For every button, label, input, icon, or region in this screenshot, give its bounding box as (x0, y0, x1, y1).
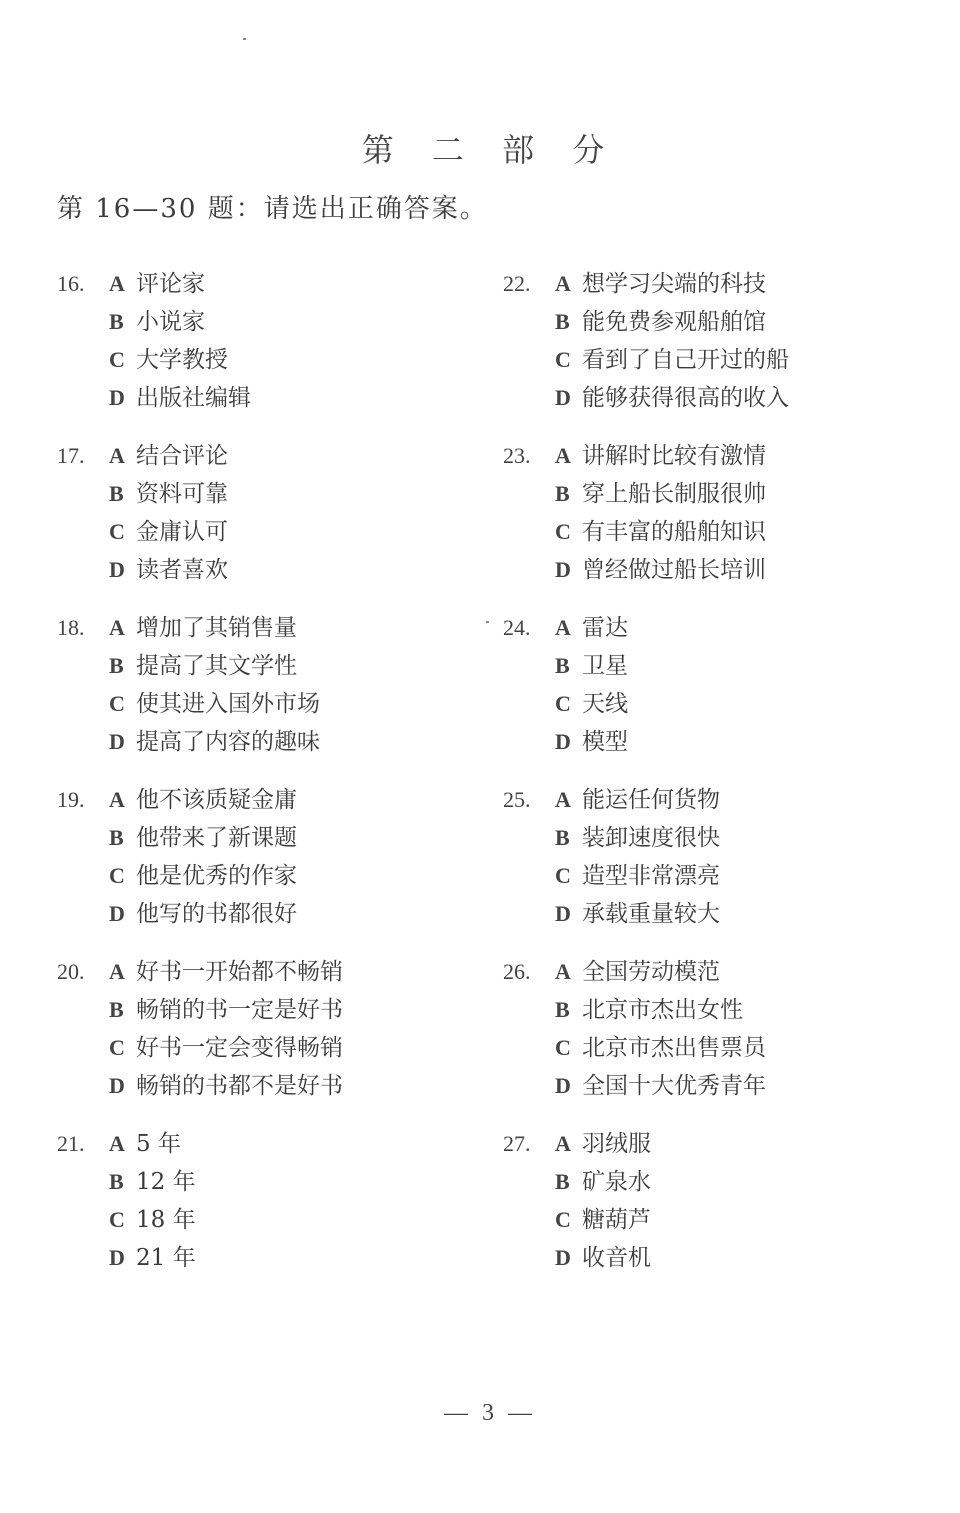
option-b (555, 819, 720, 857)
option-text: 提高了其文学性 (136, 653, 297, 679)
option-text: 全国劳动模范 (582, 959, 720, 985)
option-letter: A (555, 787, 571, 812)
option-letter: D (109, 385, 125, 410)
option-letter: C (555, 519, 571, 544)
option-letter: D (555, 385, 571, 410)
option-text: 北京市杰出售票员 (582, 1035, 766, 1061)
option-a (555, 953, 766, 991)
option-letter: A (109, 959, 125, 984)
option-text: 天线 (582, 691, 628, 717)
option-a (109, 781, 297, 819)
option-text: 承载重量较大 (582, 901, 720, 927)
option-letter: B (109, 1169, 124, 1194)
option-a (555, 265, 789, 303)
option-c (109, 685, 320, 723)
option-d (555, 895, 720, 933)
option-c (109, 341, 251, 379)
option-letter: C (109, 1035, 125, 1060)
option-list (555, 437, 766, 589)
question-number: 26. (503, 959, 531, 984)
option-b (555, 991, 766, 1029)
option-letter: C (555, 863, 571, 888)
option-letter: A (109, 1131, 125, 1156)
option-letter: A (555, 615, 571, 640)
option-a (109, 265, 251, 303)
option-letter: D (555, 557, 571, 582)
option-letter: C (109, 1207, 125, 1232)
option-letter: C (555, 1207, 571, 1232)
option-text: 看到了自己开过的船 (582, 347, 789, 373)
option-text: 矿泉水 (582, 1169, 651, 1195)
option-d (555, 1067, 766, 1105)
option-b (555, 303, 789, 341)
option-d (555, 1239, 651, 1277)
option-text: 模型 (582, 729, 628, 755)
option-letter: B (109, 825, 124, 850)
option-letter: A (555, 443, 571, 468)
option-text: 21 年 (136, 1245, 196, 1271)
option-a (555, 1125, 651, 1163)
option-text: 雷达 (582, 615, 628, 641)
option-text: 羽绒服 (582, 1131, 651, 1157)
option-list (109, 609, 320, 761)
option-text: 装卸速度很快 (582, 825, 720, 851)
option-text: 18 年 (136, 1207, 196, 1233)
option-letter: C (555, 691, 571, 716)
option-c (555, 685, 628, 723)
option-c (109, 1029, 343, 1067)
option-text: 讲解时比较有激情 (582, 443, 766, 469)
scan-speck (243, 38, 246, 40)
option-b (109, 991, 343, 1029)
option-list (109, 781, 297, 933)
option-letter: B (555, 1169, 570, 1194)
option-text: 畅销的书一定是好书 (136, 997, 343, 1023)
option-text: 金庸认可 (136, 519, 228, 545)
option-letter: D (555, 1073, 571, 1098)
question-number: 27. (503, 1131, 531, 1156)
option-d (109, 379, 251, 417)
option-d (109, 723, 320, 761)
option-list (109, 1125, 196, 1277)
option-text: 5 年 (136, 1131, 181, 1157)
option-text: 糖葫芦 (582, 1207, 651, 1233)
option-list (555, 781, 720, 933)
section-title: 第 二 部 分 (361, 131, 619, 169)
option-text: 好书一定会变得畅销 (136, 1035, 343, 1061)
option-letter: B (109, 997, 124, 1022)
option-text: 提高了内容的趣味 (136, 729, 320, 755)
option-text: 结合评论 (136, 443, 228, 469)
option-a (555, 781, 720, 819)
option-text: 能免费参观船舶馆 (582, 309, 766, 335)
option-letter: A (555, 271, 571, 296)
option-text: 造型非常漂亮 (582, 863, 720, 889)
option-c (555, 1029, 766, 1067)
option-letter: B (555, 309, 570, 334)
option-text: 卫星 (582, 653, 628, 679)
option-list (555, 265, 789, 417)
option-c (555, 1201, 651, 1239)
option-letter: B (555, 825, 570, 850)
option-text: 小说家 (136, 309, 205, 335)
option-letter: B (555, 481, 570, 506)
option-letter: C (555, 347, 571, 372)
option-d (555, 379, 789, 417)
option-a (555, 609, 628, 647)
option-text: 全国十大优秀青年 (582, 1073, 766, 1099)
option-letter: B (109, 653, 124, 678)
option-c (555, 513, 766, 551)
option-d (109, 1239, 196, 1277)
question-number: 24. (503, 615, 531, 640)
option-text: 12 年 (136, 1169, 196, 1195)
option-letter: A (555, 1131, 571, 1156)
option-b (109, 303, 251, 341)
option-letter: C (555, 1035, 571, 1060)
option-c (109, 1201, 196, 1239)
option-text: 他不该质疑金庸 (136, 787, 297, 813)
option-text: 增加了其销售量 (136, 615, 297, 641)
option-letter: D (555, 901, 571, 926)
option-a (109, 609, 320, 647)
question-number: 21. (57, 1131, 85, 1156)
option-text: 他是优秀的作家 (136, 863, 297, 889)
option-c (109, 857, 297, 895)
option-list (555, 953, 766, 1105)
option-letter: C (109, 519, 125, 544)
option-b (555, 647, 628, 685)
option-list (109, 437, 228, 589)
option-text: 收音机 (582, 1245, 651, 1271)
option-text: 他带来了新课题 (136, 825, 297, 851)
question-number: 20. (57, 959, 85, 984)
option-letter: C (109, 347, 125, 372)
option-letter: B (555, 997, 570, 1022)
option-list (109, 953, 343, 1105)
option-letter: A (555, 959, 571, 984)
instructions: 第 16—30 题：请选出正确答案。 (57, 194, 488, 224)
option-list (555, 1125, 651, 1277)
option-letter: D (109, 729, 125, 754)
question-number: 22. (503, 271, 531, 296)
question-number: 19. (57, 787, 85, 812)
option-text: 使其进入国外市场 (136, 691, 320, 717)
option-a (555, 437, 766, 475)
option-letter: B (555, 653, 570, 678)
option-letter: D (109, 901, 125, 926)
option-list (109, 265, 251, 417)
option-text: 能运任何货物 (582, 787, 720, 813)
option-text: 有丰富的船舶知识 (582, 519, 766, 545)
option-text: 北京市杰出女性 (582, 997, 743, 1023)
option-letter: D (555, 1245, 571, 1270)
option-text: 能够获得很高的收入 (582, 385, 789, 411)
option-letter: C (109, 863, 125, 888)
option-d (109, 551, 228, 589)
option-text: 穿上船长制服很帅 (582, 481, 766, 507)
option-text: 想学习尖端的科技 (582, 271, 766, 297)
option-letter: A (109, 443, 125, 468)
option-a (109, 1125, 196, 1163)
option-text: 大学教授 (136, 347, 228, 373)
option-text: 评论家 (136, 271, 205, 297)
option-letter: D (109, 1073, 125, 1098)
option-text: 畅销的书都不是好书 (136, 1073, 343, 1099)
option-b (555, 475, 766, 513)
option-text: 资料可靠 (136, 481, 228, 507)
option-text: 读者喜欢 (136, 557, 228, 583)
option-letter: A (109, 271, 125, 296)
option-b (109, 647, 320, 685)
option-b (109, 475, 228, 513)
option-list (555, 609, 628, 761)
scan-speck (486, 621, 489, 623)
option-letter: D (109, 557, 125, 582)
option-text: 他写的书都很好 (136, 901, 297, 927)
option-d (109, 1067, 343, 1105)
option-letter: B (109, 481, 124, 506)
question-number: 25. (503, 787, 531, 812)
option-text: 好书一开始都不畅销 (136, 959, 343, 985)
option-b (109, 819, 297, 857)
option-b (109, 1163, 196, 1201)
option-a (109, 437, 228, 475)
option-d (555, 723, 628, 761)
page-number: — 3 — (444, 1400, 536, 1426)
question-number: 17. (57, 443, 85, 468)
option-d (555, 551, 766, 589)
option-letter: D (555, 729, 571, 754)
option-letter: D (109, 1245, 125, 1270)
option-letter: A (109, 615, 125, 640)
option-c (555, 857, 720, 895)
option-d (109, 895, 297, 933)
option-letter: A (109, 787, 125, 812)
option-text: 出版社编辑 (136, 385, 251, 411)
question-number: 18. (57, 615, 85, 640)
question-number: 23. (503, 443, 531, 468)
option-c (109, 513, 228, 551)
option-c (555, 341, 789, 379)
option-a (109, 953, 343, 991)
option-text: 曾经做过船长培训 (582, 557, 766, 583)
option-letter: C (109, 691, 125, 716)
option-letter: B (109, 309, 124, 334)
option-b (555, 1163, 651, 1201)
question-number: 16. (57, 271, 85, 296)
